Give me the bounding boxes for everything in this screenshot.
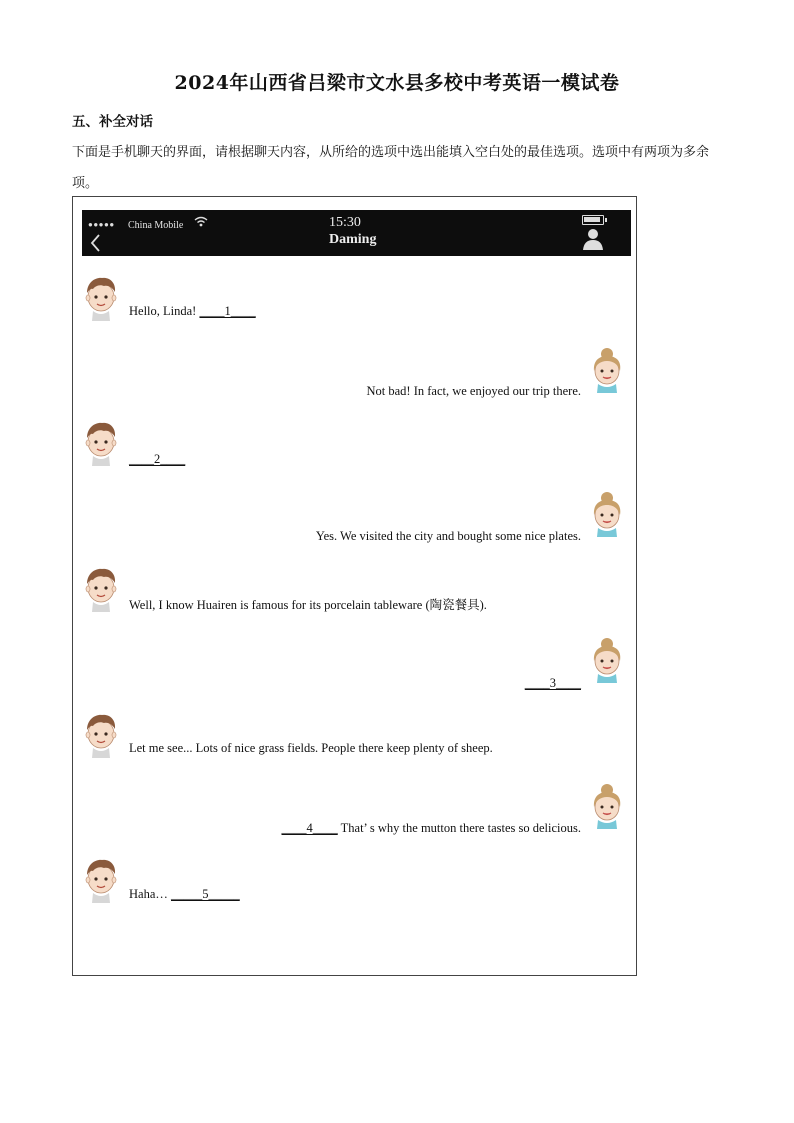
signal-dots-icon: ●●●●● (88, 220, 115, 229)
page-title: 2024年山西省吕梁市文水县多校中考英语一模试卷 (174, 72, 620, 94)
back-arrow-icon[interactable] (88, 232, 102, 254)
chat-message-3 (129, 452, 185, 467)
message-text: Hello, Linda! (129, 304, 200, 318)
wifi-icon (194, 216, 208, 228)
boy-avatar-icon (83, 275, 119, 321)
phone-status-bar (82, 210, 631, 256)
battery-icon (582, 215, 604, 225)
chat-message-9 (129, 887, 240, 902)
girl-avatar-icon (589, 783, 625, 829)
contact-name: Daming (329, 232, 377, 247)
chat-message-4: Yes. We visited the city and bought some nice plates. (315, 529, 581, 543)
girl-avatar-icon (589, 491, 625, 537)
chat-message-7: Let me see... Lots of nice grass fields. People there keep plenty of sheep. (129, 741, 493, 755)
girl-avatar-icon (589, 347, 625, 393)
section-heading: 五、补全对话 (72, 114, 153, 130)
person-icon[interactable] (581, 228, 605, 250)
instruction-text: 下面是手机聊天的界面，请根据聊天内容，从所给的选项中选出能填入空白处的最佳选项。选项中有两项为多余项。 (72, 145, 710, 191)
message-text: That’ s why the mutton there tastes so delicious. (337, 821, 581, 835)
answer-blank-4: ____4____ (281, 821, 338, 835)
chat-message-1 (129, 304, 256, 319)
girl-avatar-icon (589, 637, 625, 683)
message-text: Haha… (129, 887, 171, 901)
answer-blank-3: ____3____ (524, 676, 581, 690)
carrier-name: China Mobile (128, 220, 184, 231)
answer-blank-1: ____1____ (199, 304, 256, 318)
chat-message-2: Not bad! In fact, we enjoyed our trip there. (366, 384, 581, 398)
answer-blank-2: ____2____ (129, 452, 186, 466)
chat-message-5: Well, I know Huairen is famous for its porcelain tableware (陶瓷餐具). (129, 598, 487, 612)
boy-avatar-icon (83, 857, 119, 903)
answer-blank-5: _____5_____ (171, 887, 240, 901)
status-time: 15:30 (329, 215, 361, 230)
boy-avatar-icon (83, 420, 119, 466)
chat-screenshot-frame (72, 196, 637, 976)
boy-avatar-icon (83, 712, 119, 758)
boy-avatar-icon (83, 566, 119, 612)
chat-message-8 (282, 821, 582, 836)
chat-message-6 (525, 676, 581, 691)
